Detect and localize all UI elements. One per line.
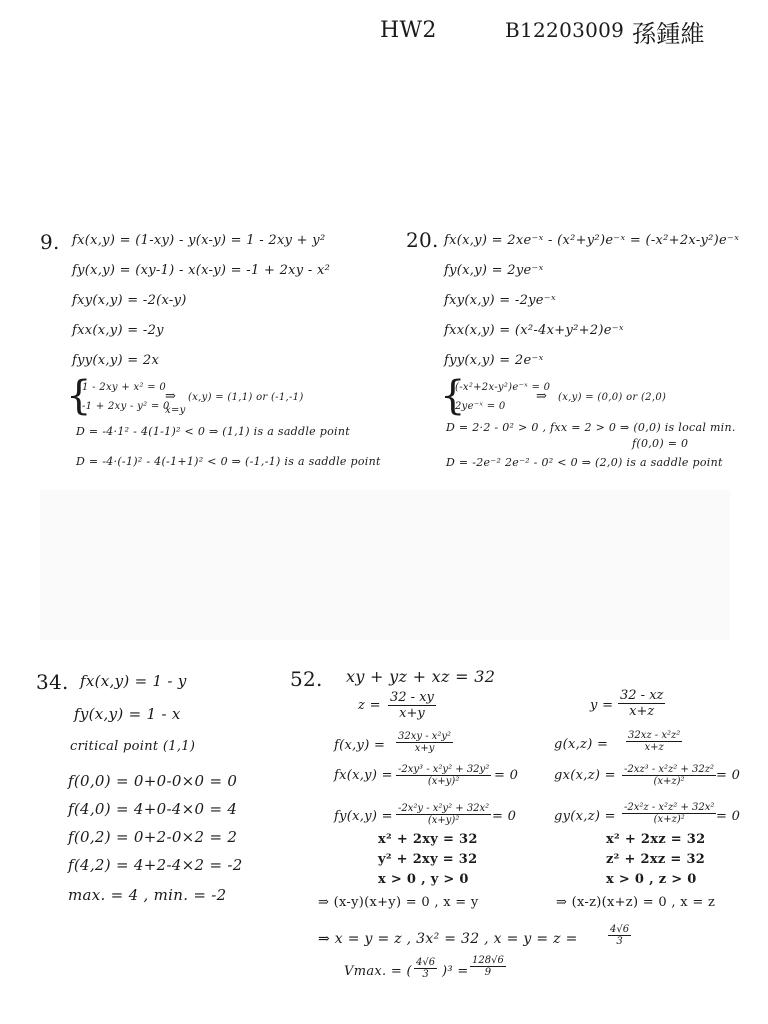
gx-zero: = 0 xyxy=(716,768,741,783)
problem-20-result: (x,y) = (0,0) or (2,0) xyxy=(558,392,667,403)
fy-zero: = 0 xyxy=(492,809,517,824)
fraction-denominator: x+y xyxy=(399,706,425,721)
problem-20-system-eq: (-x²+2x-y²)e⁻ˣ = 0 xyxy=(455,382,551,393)
fraction-numerator: -2x²y - x²y² + 32x² xyxy=(398,803,490,814)
problem-20-line: fxx(x,y) = (x²-4x+y²+2)e⁻ˣ xyxy=(444,323,624,338)
fraction-denominator: (x+y)² xyxy=(427,815,460,826)
problem-20-system-eq: 2ye⁻ˣ = 0 xyxy=(455,401,506,412)
problem-20-number: 20. xyxy=(406,228,439,252)
fx-label: fx(x,y) = xyxy=(334,768,393,783)
fraction-numerator: 128√6 xyxy=(472,955,504,966)
f-label: f(x,y) = xyxy=(334,738,386,753)
z-fraction xyxy=(388,690,436,721)
fraction-numerator: -2xy³ - x²y² + 32y² xyxy=(398,764,490,775)
problem-34-line: critical point (1,1) xyxy=(70,739,196,754)
fraction-numerator: 32xy - x²y² xyxy=(398,731,452,742)
fraction-numerator: -2x²z - x²z² + 32x² xyxy=(624,802,715,813)
fraction-numerator: 4√6 xyxy=(416,957,436,968)
system-brace: { xyxy=(66,373,92,419)
fraction-denominator: (x+y)² xyxy=(427,776,460,787)
vmax-label: Vmax. = ( xyxy=(344,964,412,979)
problem-9-d2: D = -4·(-1)² - 4(-1+1)² < 0 ⇒ (-1,-1) is a saddle point xyxy=(76,455,381,468)
problem-9-line: fyy(x,y) = 2x xyxy=(72,353,160,368)
fy-fraction xyxy=(396,803,491,826)
g-fraction xyxy=(626,730,682,753)
implies-arrow: ⇒ xyxy=(165,389,177,404)
problem-20-line: fx(x,y) = 2xe⁻ˣ - (x²+y²)e⁻ˣ = (-x²+2x-y²)e⁻ˣ xyxy=(444,233,740,248)
problem-9-system-eq: -1 + 2xy - y² = 0 xyxy=(82,401,170,412)
problem-34-line: max. = 4 , min. = -2 xyxy=(68,886,227,904)
vmax-base-fraction xyxy=(414,957,437,980)
fraction-denominator: (x+z)² xyxy=(653,776,685,787)
problem-20-line: fyy(x,y) = 2e⁻ˣ xyxy=(444,353,544,368)
fraction-denominator: x+z xyxy=(629,704,655,719)
problem-9-number: 9. xyxy=(40,230,60,254)
implies-arrow: ⇒ xyxy=(536,389,548,404)
gy-fraction xyxy=(622,802,716,825)
equation: y² + 2xy = 32 xyxy=(378,852,478,867)
problem-52-constraint: xy + yz + xz = 32 xyxy=(346,667,496,686)
problem-52-number: 52. xyxy=(290,667,323,691)
y-label: y = xyxy=(590,698,614,713)
conclusion: ⇒ x = y = z , 3x² = 32 , x = y = z = xyxy=(318,931,578,947)
fx-fraction xyxy=(396,764,491,787)
problem-9-system-eq: 1 - 2xy + x² = 0 xyxy=(82,382,167,393)
problem-20-line: fy(x,y) = 2ye⁻ˣ xyxy=(444,263,544,278)
fraction-numerator: 32xz - x²z² xyxy=(628,730,681,741)
problem-34-line: f(0,2) = 0+2-0×2 = 2 xyxy=(68,828,238,846)
fraction-numerator: 4√6 xyxy=(610,924,630,935)
fraction-numerator: 32 - xy xyxy=(390,690,434,705)
equation: x > 0 , z > 0 xyxy=(606,872,697,887)
student-name: 孫鍾維 xyxy=(632,20,705,48)
fraction-denominator: (x+z)² xyxy=(653,814,685,825)
equation: x > 0 , y > 0 xyxy=(378,872,469,887)
fy-label: fy(x,y) = xyxy=(334,809,393,824)
problem-20-d1: D = 2·2 - 0² > 0 , fxx = 2 > 0 ⇒ (0,0) is local min. xyxy=(446,421,736,434)
problem-9-line: fx(x,y) = (1-xy) - y(x-y) = 1 - 2xy + y² xyxy=(72,233,326,248)
fraction-denominator: 3 xyxy=(616,936,623,947)
fraction-denominator: x+y xyxy=(414,743,435,754)
fraction-denominator: 3 xyxy=(422,969,429,980)
equation: x² + 2xz = 32 xyxy=(606,832,706,847)
problem-9-result: (x,y) = (1,1) or (-1,-1) xyxy=(188,392,304,403)
problem-20-d2: D = -2e⁻² 2e⁻² - 0² < 0 ⇒ (2,0) is a saddle point xyxy=(446,456,723,469)
faint-blank-area xyxy=(40,490,730,640)
gy-label: gy(x,z) = xyxy=(554,809,616,824)
problem-34-number: 34. xyxy=(36,670,69,694)
problem-9-d1: D = -4·1² - 4(1-1)² < 0 ⇒ (1,1) is a saddle point xyxy=(76,425,350,438)
problem-9-line: fy(x,y) = (xy-1) - x(x-y) = -1 + 2xy - x² xyxy=(72,263,331,278)
f-fraction xyxy=(396,731,453,754)
equation: x² + 2xy = 32 xyxy=(378,832,478,847)
problem-20-line: fxy(x,y) = -2ye⁻ˣ xyxy=(444,293,556,308)
system-brace: { xyxy=(440,373,466,419)
problem-34-line: f(4,2) = 4+2-4×2 = -2 xyxy=(68,856,243,874)
equation: z² + 2xz = 32 xyxy=(606,852,706,867)
problem-34-line: fy(x,y) = 1 - x xyxy=(74,705,181,723)
fx-zero: = 0 xyxy=(494,768,519,783)
conclusion-fraction xyxy=(608,924,631,947)
fraction-denominator: x+z xyxy=(644,742,664,753)
fraction-numerator: 32 - xz xyxy=(620,688,664,703)
fraction-denominator: 9 xyxy=(484,967,492,978)
vmax-power: )³ = xyxy=(442,964,469,979)
implication: ⇒ (x-y)(x+y) = 0 , x = y xyxy=(318,895,479,910)
gx-label: gx(x,z) = xyxy=(554,768,616,783)
problem-34-line: f(4,0) = 4+0-4×0 = 4 xyxy=(68,800,238,818)
vmax-result-fraction xyxy=(470,955,506,978)
gx-fraction xyxy=(622,764,716,787)
implication: ⇒ (x-z)(x+z) = 0 , x = z xyxy=(556,895,716,910)
problem-34-line: f(0,0) = 0+0-0×0 = 0 xyxy=(68,772,238,790)
problem-34-line: fx(x,y) = 1 - y xyxy=(80,672,187,690)
gy-zero: = 0 xyxy=(716,809,741,824)
problem-9-result-note: x=y xyxy=(165,405,186,416)
fraction-numerator: -2xz³ - x²z² + 32z² xyxy=(624,764,715,775)
y-fraction xyxy=(618,688,665,719)
problem-9-line: fxx(x,y) = -2y xyxy=(72,323,164,338)
homework-title: HW2 xyxy=(380,18,437,43)
z-label: z = xyxy=(358,698,381,713)
student-id: B12203009 xyxy=(505,18,625,42)
g-label: g(x,z) = xyxy=(554,737,609,752)
problem-20-d1b: f(0,0) = 0 xyxy=(632,437,689,450)
problem-9-line: fxy(x,y) = -2(x-y) xyxy=(72,293,187,308)
